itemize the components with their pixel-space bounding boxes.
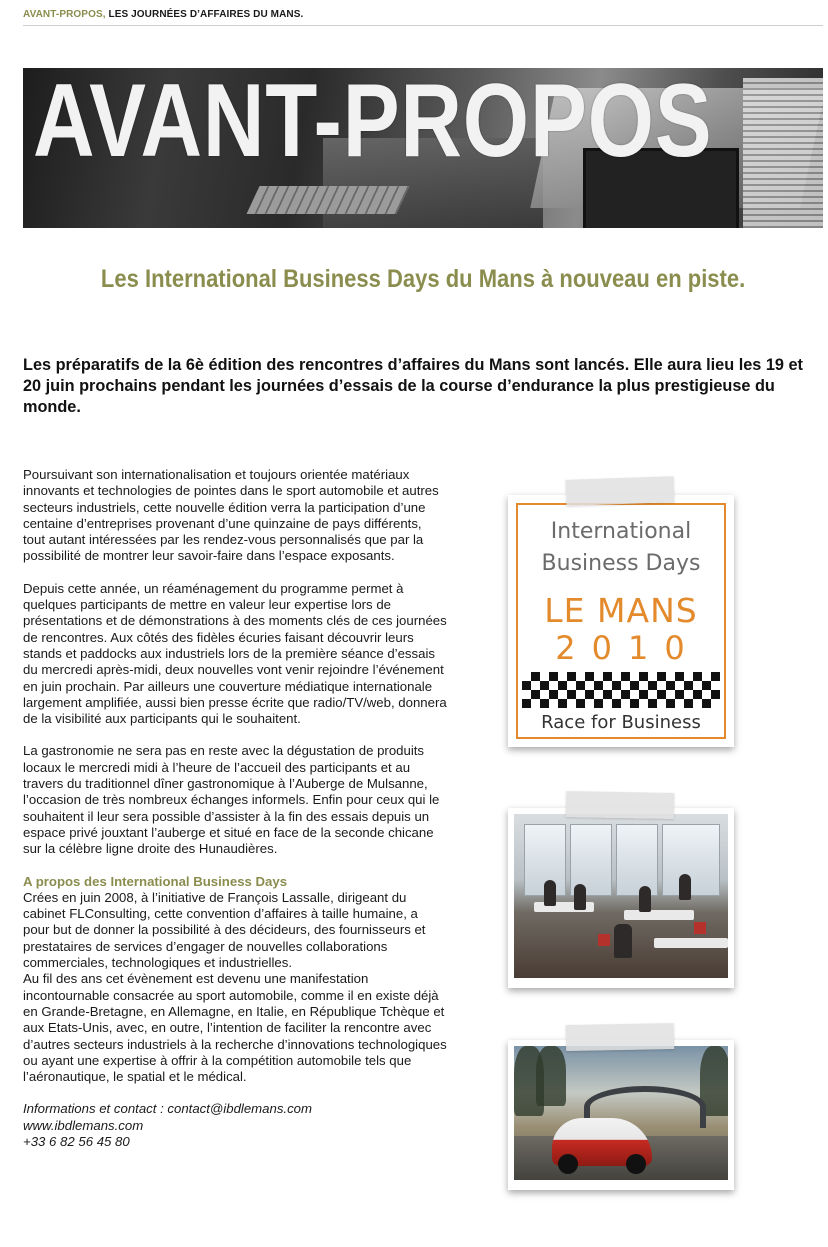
photo-chair [694,922,706,934]
about-heading: A propos des International Business Days [23,873,288,889]
article-body [23,467,447,1150]
logo-line-race: Race for Business [541,712,701,733]
logo-line-le-mans: LE MANS [544,591,698,630]
race-car-painting-frame [508,1040,734,1190]
banner-files [743,78,823,228]
about-text-2: Au fil des ans cet évènement est devenu une manifestation incontournable consacrée au sport automobile, comme il en existe déjà en Grande-Bretagne, en Allemagne, en Italie, en République Tchèque et aux Etats-Unis, avec, en outre, l’intention de faciliter la rencontre avec d’autres secteurs industriels à la recherche d’innovations technologiques ou ayant une expertise à offrir à la compétition automobile tels que l’aéronautique, le spatial et le médical. [23,971,447,1085]
photo-window [616,824,658,896]
banner-keyboard [246,186,409,214]
photo-person [614,924,632,958]
paragraph-gastronomie: La gastronomie ne sera pas en reste avec la dégustation de produits locaux le mercredi midi à l’heure de l’accueil des participants et au travers du traditionnel dîner gastronomique à l’Auberge de Mulsanne, l’occasion de très nombreux échanges informels. Enfin pour ceux qui le souhaitent il leur sera possible d’assister à la fin des essais depuis un espace privé jouxtant l’auberge et situé en face de la seconde chicane sur la célèbre ligne droite des Hunaudières. [23,743,440,857]
race-car-painting [514,1046,728,1180]
painting-tree [536,1046,566,1106]
paragraph-internationalisation: Poursuivant son internationalisation et toujours orientée matériaux innovants et technologies de pointes dans le sport automobile et autres secteurs industriels, cette nouvelle édition verra la participation d’une centaine d’entreprises provenant d’une quinzaine de pays différents, tout autant intéressées par les rendez-vous personnalisés que par la possibilité de montrer leur savoir-faire dans l’espace exposants. [23,467,439,564]
breadcrumb-current: LES JOURNÉES D’AFFAIRES DU MANS. [105,9,304,20]
header-divider [23,25,823,26]
photo-person [679,874,691,900]
logo-line-business-days: Business Days [541,551,701,576]
headline-text: Les International Business Days du Mans à nouveau en piste. [100,265,746,293]
logo-line-international: International [550,519,692,544]
contact-phone: +33 6 82 56 45 80 [23,1133,130,1149]
photo-person [639,886,651,912]
meeting-photo [514,814,728,978]
photo-window [662,824,720,896]
event-logo [516,503,726,739]
page-headline [23,265,823,294]
tape-decoration [566,476,675,506]
tape-decoration [566,791,674,819]
meeting-photo-frame [508,808,734,988]
paragraph-programme: Depuis cette année, un réaménagement du programme permet à quelques participants de mettre en valeur leur expertise lors de présentations et de démonstrations à des moments clés de ces journées de rencontres. Aux côtés des fidèles écuries faisant découvrir leurs stands et paddocks aux industriels lors de la première séance d’essais du mercredi après-midi, deux nouvelles vont venir rejoindre l’événement en juin prochain. Par ailleurs une couverture médiatique internationale largement amplifiée, aussi bien presse écrite que radio/TV/web, donnera de la visibilité aux participants qui le souhaitent. [23,580,447,727]
painting-wheel [558,1154,578,1174]
breadcrumb-separator: , [102,9,106,20]
photo-person [574,884,586,910]
banner-image [23,68,823,228]
contact-block [23,1101,447,1150]
photo-table [624,910,694,920]
photo-chair [598,934,610,946]
tape-decoration [566,1023,674,1051]
banner-title: AVANT-PROPOS [33,68,713,179]
breadcrumb-section[interactable]: AVANT-PROPOS [23,9,103,20]
checkered-flag-icon [522,672,720,708]
photo-person [544,880,556,906]
contact-email-line[interactable]: Informations et contact : contact@ibdlemans.com [23,1101,312,1117]
breadcrumb [23,9,303,20]
contact-website[interactable]: www.ibdlemans.com [23,1117,144,1133]
photo-table [654,938,728,948]
logo-line-year: 2010 [555,629,701,667]
event-logo-frame [508,495,734,747]
painting-wheel [626,1154,646,1174]
lead-paragraph: Les préparatifs de la 6è édition des rencontres d’affaires du Mans sont lancés. Elle aura lieu les 19 et 20 juin prochains pendant les journées d’essais de la course d’endurance la plus prestigieuse du monde. [23,356,803,416]
about-text-1: Crées en juin 2008, à l’initiative de François Lassalle, dirigeant du cabinet FLConsulting, cette convention d’affaires à taille humaine, a pour but de donner la possibilité à des décideurs, des fournisseurs et prestataires de services d’engager de nouvelles collaborations commerciales, technologiques et industrielles. [23,889,426,971]
